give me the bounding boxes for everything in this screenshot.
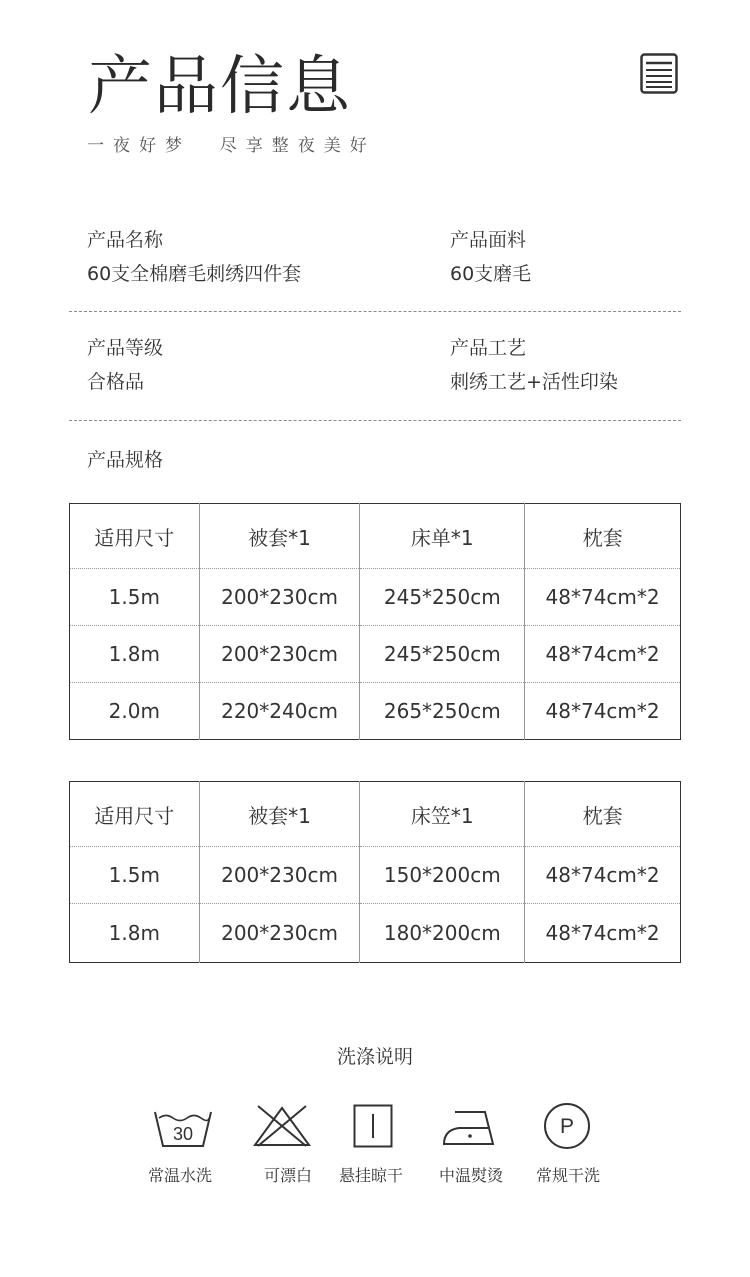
table-cell: 150*200cm xyxy=(360,847,525,904)
wash-title: 洗涤说明 xyxy=(336,1046,413,1068)
product-name-label: 产品名称 xyxy=(87,229,164,251)
table-header-row xyxy=(70,504,681,569)
table-cell: 1.8m xyxy=(70,904,200,963)
product-fabric-value: 60支磨毛 xyxy=(450,263,532,285)
table-cell: 200*230cm xyxy=(199,569,360,626)
wash-label: 中温熨烫 xyxy=(438,1166,503,1185)
spec-table-1 xyxy=(69,503,681,740)
wash-30-icon xyxy=(153,1108,213,1148)
table-cell: 245*250cm xyxy=(360,626,525,683)
table-cell: 48*74cm*2 xyxy=(525,569,681,626)
product-fabric-label: 产品面料 xyxy=(450,229,527,251)
table-cell: 200*230cm xyxy=(199,626,360,683)
table-cell: 48*74cm*2 xyxy=(525,626,681,683)
product-craft-value: 刺绣工艺+活性印染 xyxy=(450,371,618,393)
iron-medium-icon xyxy=(441,1108,499,1148)
table-cell: 1.5m xyxy=(70,847,200,904)
dry-clean-p-icon xyxy=(543,1102,591,1150)
wash-temperature-text: 30 xyxy=(172,1124,194,1144)
product-name-value: 60支全棉磨毛刺绣四件套 xyxy=(87,263,302,285)
table-cell: 200*230cm xyxy=(199,847,360,904)
table-cell: 48*74cm*2 xyxy=(525,904,681,963)
spec-label: 产品规格 xyxy=(87,449,164,471)
wash-label: 常规干洗 xyxy=(535,1166,600,1185)
table-header-cell: 被套*1 xyxy=(199,782,360,847)
table-header-row xyxy=(70,782,681,847)
table-header-cell: 床笠*1 xyxy=(360,782,525,847)
info-product-grade xyxy=(87,337,163,393)
table-header-cell: 枕套 xyxy=(525,782,681,847)
table-cell: 245*250cm xyxy=(360,569,525,626)
document-lines-icon xyxy=(640,53,678,94)
table-header-cell: 床单*1 xyxy=(360,504,525,569)
table-row xyxy=(70,904,681,963)
divider xyxy=(69,311,681,312)
dry-clean-letter: P xyxy=(559,1115,575,1138)
table-cell: 200*230cm xyxy=(199,904,360,963)
product-craft-label: 产品工艺 xyxy=(450,337,527,359)
table-row xyxy=(70,683,681,740)
wash-label: 可漂白 xyxy=(263,1166,312,1185)
page-subtitle: 一夜好梦 尽享整夜美好 xyxy=(87,136,376,156)
table-header-cell: 适用尺寸 xyxy=(94,525,175,550)
table-row xyxy=(70,847,681,904)
table-row xyxy=(70,569,681,626)
hang-dry-icon xyxy=(353,1104,393,1148)
spec-table-2 xyxy=(69,781,681,963)
info-product-name xyxy=(87,229,301,285)
table-cell: 1.5m xyxy=(70,569,200,626)
page-title: 产品信息 xyxy=(88,50,352,124)
wash-label: 常温水洗 xyxy=(147,1166,212,1185)
table-cell: 1.8m xyxy=(70,626,200,683)
table-header-cell: 适用尺寸 xyxy=(94,803,175,828)
info-product-fabric xyxy=(450,229,531,285)
table-cell: 48*74cm*2 xyxy=(525,683,681,740)
table-cell: 220*240cm xyxy=(199,683,360,740)
divider xyxy=(69,420,681,421)
table-cell: 48*74cm*2 xyxy=(525,847,681,904)
table-header-cell: 被套*1 xyxy=(199,504,360,569)
product-grade-label: 产品等级 xyxy=(87,337,164,359)
table-header-cell: 枕套 xyxy=(525,504,681,569)
info-product-craft xyxy=(450,337,618,393)
table-row xyxy=(70,626,681,683)
wash-label: 悬挂晾干 xyxy=(338,1166,403,1185)
product-grade-value: 合格品 xyxy=(87,371,145,393)
table-cell: 265*250cm xyxy=(360,683,525,740)
bleach-icon xyxy=(252,1104,312,1148)
table-cell: 180*200cm xyxy=(360,904,525,963)
table-cell: 2.0m xyxy=(70,683,200,740)
